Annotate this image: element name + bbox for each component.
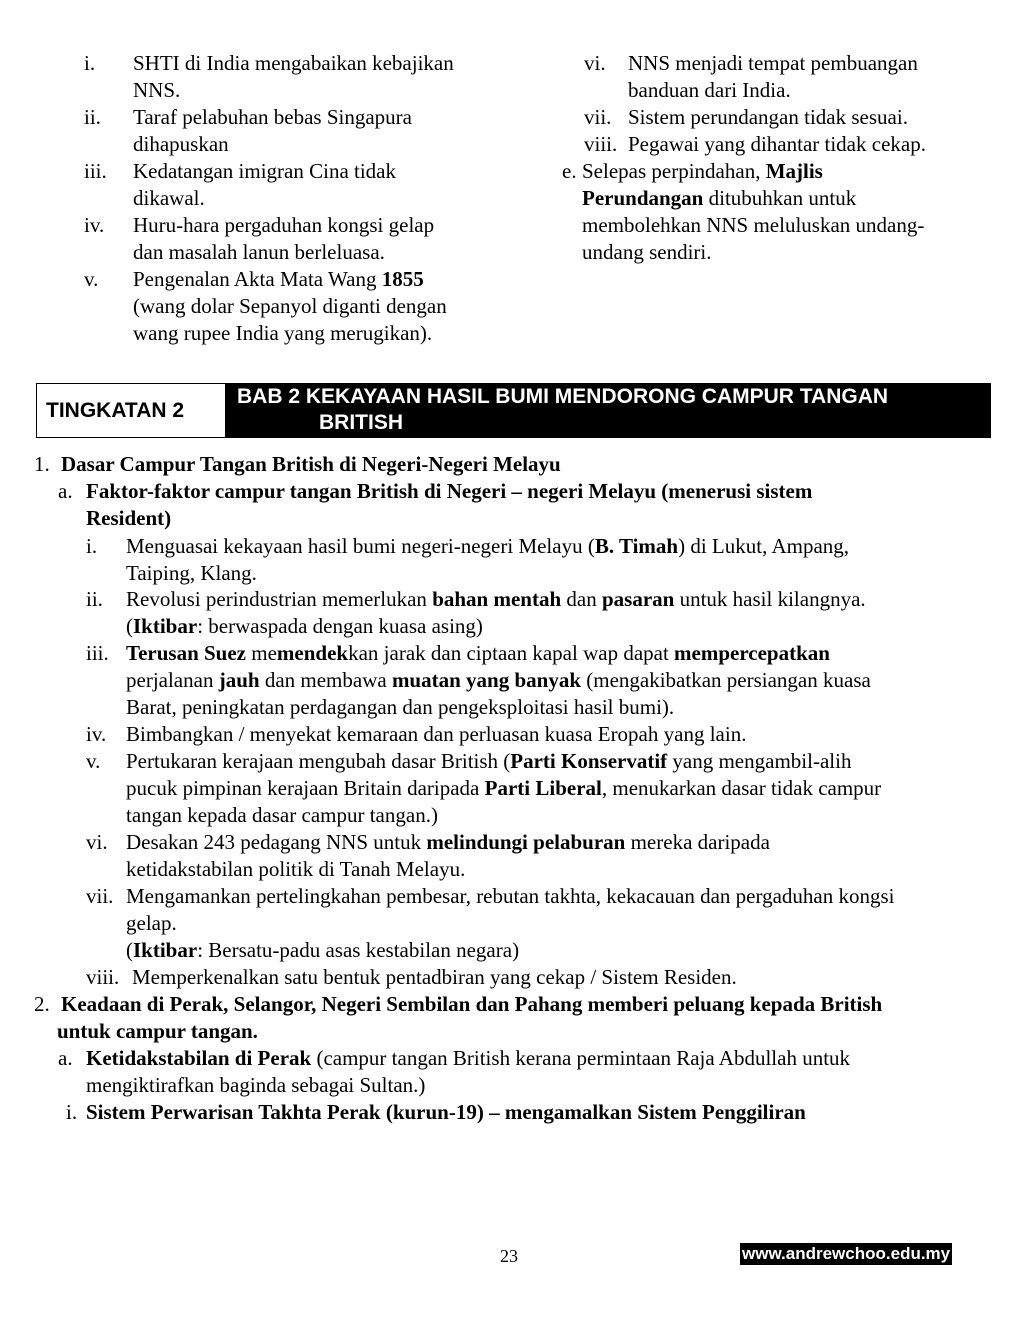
list-number: iii. xyxy=(86,641,109,665)
list-number: i. xyxy=(66,1100,78,1124)
subsection-text: mengiktirafkan baginda sebagai Sultan.) xyxy=(86,1073,426,1097)
chapter-title-box xyxy=(226,383,991,438)
list-text: wang rupee India yang merugikan). xyxy=(133,321,433,345)
subsection-letter: a. xyxy=(58,1046,73,1070)
list-text: (Iktibar: berwaspada dengan kuasa asing) xyxy=(126,614,483,638)
list-text: Barat, peningkatan perdagangan dan pengeksploitasi hasil bumi). xyxy=(126,695,675,719)
list-text: (wang dolar Sepanyol diganti dengan xyxy=(133,294,447,318)
list-text: dan masalah lanun berleluasa. xyxy=(133,240,385,264)
list-text: Selepas perpindahan, Majlis xyxy=(582,159,823,183)
list-text: Taiping, Klang. xyxy=(126,561,257,585)
list-text: tangan kepada dasar campur tangan.) xyxy=(126,803,438,827)
list-text: dihapuskan xyxy=(133,132,229,156)
list-text: pucuk pimpinan kerajaan Britain daripada Parti Liberal, menukarkan dasar tidak campur xyxy=(126,776,882,800)
page-number: 23 xyxy=(500,1246,518,1266)
list-text: gelap. xyxy=(126,911,177,935)
chapter-title-line: BAB 2 KEKAYAAN HASIL BUMI MENDORONG CAMPUR TANGAN xyxy=(237,385,889,408)
subsection-title: Faktor-faktor campur tangan British di Negeri – negeri Melayu (menerusi sistem xyxy=(86,479,813,503)
list-text: Desakan 243 pedagang NNS untuk melindungi pelaburan mereka daripada xyxy=(126,830,770,854)
list-number: iii. xyxy=(84,159,107,183)
list-text: membolehkan NNS meluluskan undang- xyxy=(582,213,925,237)
list-number: iv. xyxy=(86,722,107,746)
list-text: Pegawai yang dihantar tidak cekap. xyxy=(628,132,926,156)
list-text: ketidakstabilan politik di Tanah Melayu. xyxy=(126,857,466,881)
list-number: vii. xyxy=(86,884,114,908)
list-number: vii. xyxy=(584,105,612,129)
list-text: Menguasai kekayaan hasil bumi negeri-negeri Melayu (B. Timah) di Lukut, Ampang, xyxy=(126,534,850,558)
list-text: SHTI di India mengabaikan kebajikan xyxy=(133,51,454,75)
list-text: NNS menjadi tempat pembuangan xyxy=(628,51,918,75)
list-text: Revolusi perindustrian memerlukan bahan mentah dan pasaran untuk hasil kilangnya. xyxy=(126,587,866,611)
list-text: Pertukaran kerajaan mengubah dasar British (Parti Konservatif yang mengambil-alih xyxy=(126,749,852,773)
list-number: vi. xyxy=(584,51,606,75)
chapter-title-line: BRITISH xyxy=(319,411,403,434)
list-number: ii. xyxy=(86,587,103,611)
list-number: viii. xyxy=(584,132,618,156)
subsection-letter: a. xyxy=(58,479,73,503)
section-number: 2. xyxy=(34,992,50,1016)
list-text: banduan dari India. xyxy=(628,78,791,102)
list-text: Perundangan ditubuhkan untuk xyxy=(582,186,857,210)
list-text: Sistem Perwarisan Takhta Perak (kurun-19) – mengamalkan Sistem Penggiliran xyxy=(86,1100,806,1124)
list-text: perjalanan jauh dan membawa muatan yang banyak (mengakibatkan persiangan kuasa xyxy=(126,668,871,692)
section-number: 1. xyxy=(34,452,50,476)
list-number: v. xyxy=(84,267,99,291)
list-number: i. xyxy=(86,534,98,558)
list-text: dikawal. xyxy=(133,186,205,210)
list-text: Bimbangkan / menyekat kemaraan dan perluasan kuasa Eropah yang lain. xyxy=(126,722,747,746)
list-number: i. xyxy=(84,51,96,75)
subsection-text: Ketidakstabilan di Perak (campur tangan British kerana permintaan Raja Abdullah untuk xyxy=(86,1046,851,1070)
list-text: Mengamankan pertelingkahan pembesar, rebutan takhta, kekacauan dan pergaduhan kongsi xyxy=(126,884,895,908)
form-level-box xyxy=(36,383,226,438)
list-text: Kedatangan imigran Cina tidak xyxy=(133,159,397,183)
list-number: v. xyxy=(86,749,101,773)
list-text: Taraf pelabuhan bebas Singapura xyxy=(133,105,412,129)
list-number: viii. xyxy=(86,965,120,989)
list-number: vi. xyxy=(86,830,108,854)
section-title: untuk campur tangan. xyxy=(57,1019,258,1043)
list-text: undang sendiri. xyxy=(582,240,712,264)
list-text: Pengenalan Akta Mata Wang 1855 xyxy=(133,267,424,291)
section-title: Keadaan di Perak, Selangor, Negeri Sembilan dan Pahang memberi peluang kepada British xyxy=(61,992,883,1016)
list-text: Sistem perundangan tidak sesuai. xyxy=(628,105,908,129)
list-number: e. xyxy=(562,159,577,183)
form-level-label: TINGKATAN 2 xyxy=(46,399,185,422)
subsection-title: Resident) xyxy=(86,506,172,530)
section-title: Dasar Campur Tangan British di Negeri-Negeri Melayu xyxy=(61,452,561,476)
list-text: Terusan Suez memendekkan jarak dan ciptaan kapal wap dapat mempercepatkan xyxy=(126,641,830,665)
list-number: ii. xyxy=(84,105,101,129)
list-text: (Iktibar: Bersatu-padu asas kestabilan negara) xyxy=(126,938,520,962)
list-text: NNS. xyxy=(133,78,181,102)
list-text: Huru-hara pergaduhan kongsi gelap xyxy=(133,213,435,237)
list-text: Memperkenalkan satu bentuk pentadbiran yang cekap / Sistem Residen. xyxy=(132,965,737,989)
website-url: www.andrewchoo.edu.my xyxy=(742,1244,951,1263)
list-number: iv. xyxy=(84,213,105,237)
